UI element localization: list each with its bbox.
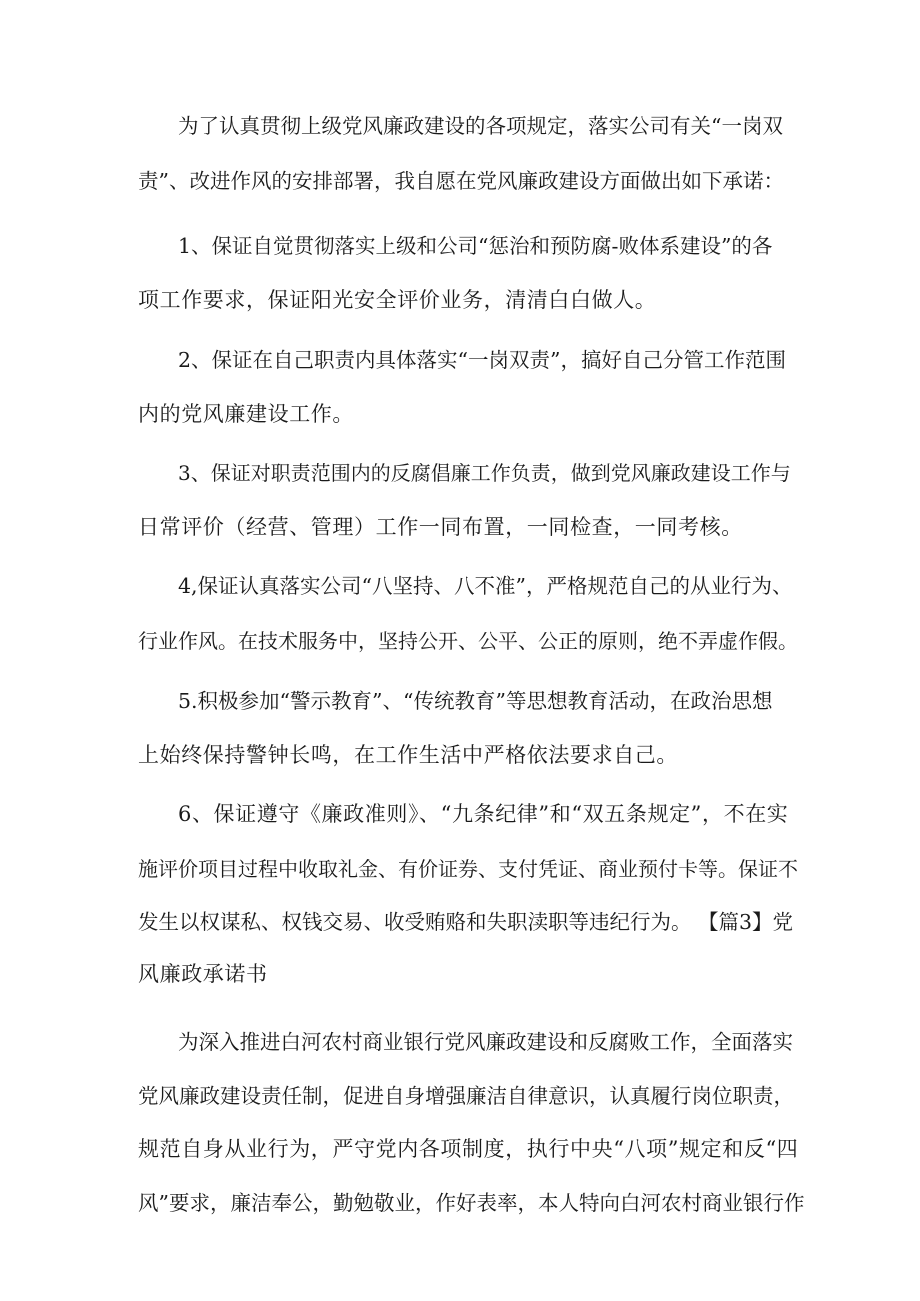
text-line: 风”要求，廉洁奉公，勤勉敬业，作好表率，本人特向白河农村商业银行作 [138,1191,805,1215]
text-line: 行业作风。在技术服务中，坚持公开、公平、公正的原则，绝不弄虚作假。 [138,629,798,653]
text-line: 日常评价（经营、管理）工作一同布置，一同检查，一同考核。 [138,515,743,539]
text-line: 3、保证对职责范围内的反腐倡廉工作负责，做到党风廉政建设工作与 [178,461,791,485]
text-line: 内的党风廉建设工作。 [138,402,354,426]
text-line: 规范自身从业行为，严守党内各项制度，执行中央“八项”规定和反“四 [138,1137,799,1161]
text-line: 4,保证认真落实公司“八坚持、八不准”，严格规范自己的从业行为、 [178,574,793,598]
text-line: 党风廉政建设责任制，促进自身增强廉洁自律意识，认真履行岗位职责， [138,1084,794,1108]
text-line: 6、保证遵守《廉政准则》、“九条纪律”和“双五条规定”，不在实 [178,802,789,826]
text-line: 责”、改进作风的安排部署，我自愿在党风廉政建设方面做出如下承诺： [138,169,784,193]
text-line: 2、保证在自己职责内具体落实“一岗双责”，搞好自己分管工作范围 [178,348,787,372]
text-line: 5.积极参加“警示教育”、“传统教育”等思想教育活动，在政治思想 [178,689,773,713]
text-line: 发生以权谋私、权钱交易、收受贿赂和失职渎职等违纪行为。 【篇3】党 [138,910,794,934]
text-line: 风廉政承诺书 [138,962,268,986]
text-line: 为了认真贯彻上级党风廉政建设的各项规定，落实公司有关“一岗双 [178,114,783,138]
text-line: 上始终保持警钟长鸣，在工作生活中严格依法要求自己。 [138,743,678,767]
text-line: 项工作要求，保证阳光安全评价业务，清清白白做人。 [138,288,657,312]
text-line: 施评价项目过程中收取礼金、有价证券、支付凭证、商业预付卡等。保证不 [138,857,798,881]
text-line: 为深入推进白河农村商业银行党风廉政建设和反腐败工作，全面落实 [178,1030,793,1054]
text-line: 1、保证自觉贯彻落实上级和公司“惩治和预防腐-败体系建设”的各 [178,234,773,258]
